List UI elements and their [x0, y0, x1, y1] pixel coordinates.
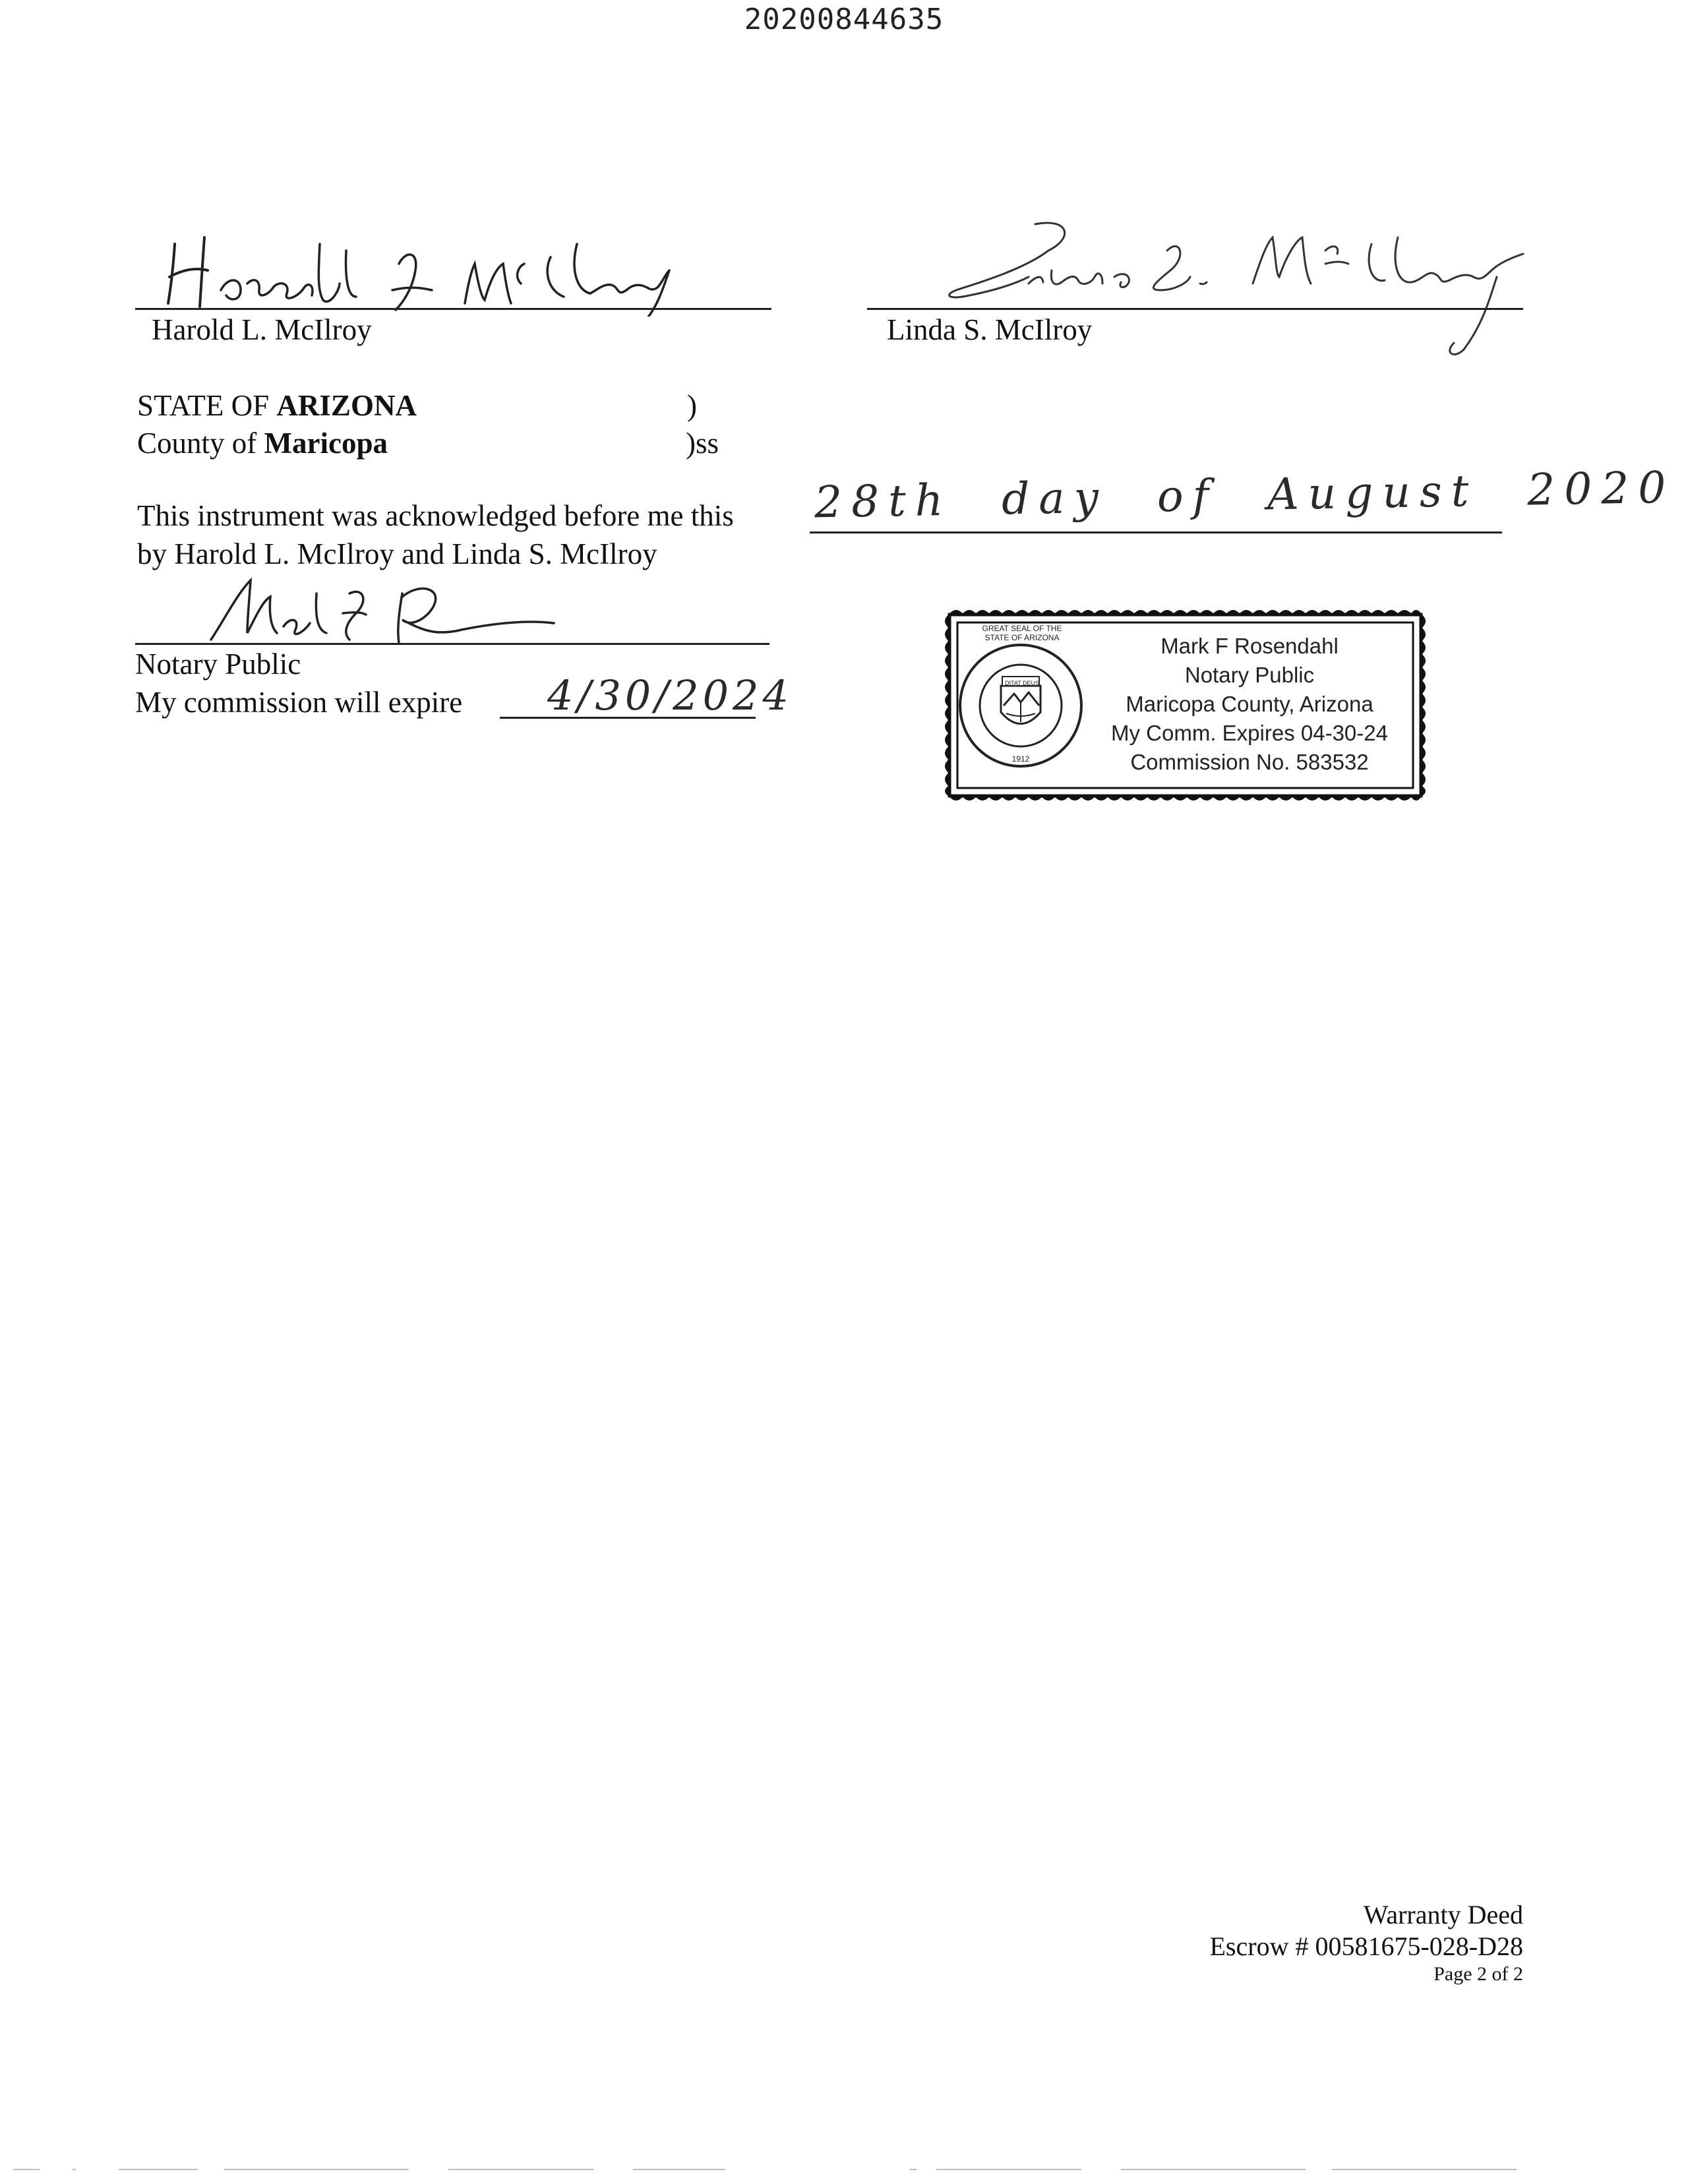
notary-signature	[185, 567, 580, 653]
venue-state-paren: )	[687, 389, 697, 422]
seal-year: 1912	[1011, 754, 1030, 764]
seal-motto: DITAT DEUS	[1004, 680, 1039, 686]
footer-page: Page 2 of 2	[1433, 1963, 1523, 1985]
acknowledgment-date-handwritten: 28th day of August 2020	[814, 462, 1675, 528]
notary-signature-graphic	[185, 567, 580, 653]
venue-county	[137, 429, 388, 458]
acknowledgment-line1: This instrument was acknowledged before me this	[137, 499, 734, 532]
venue-county-name: Maricopa	[264, 427, 388, 460]
scan-artifacts	[0, 2163, 1688, 2176]
venue-state-prefix: STATE OF	[137, 389, 277, 422]
signature-harold	[142, 224, 775, 317]
acknowledgment-line2: by Harold L. McIlroy and Linda S. McIlroy	[137, 537, 657, 570]
footer-escrow: Escrow # 00581675-028-D28	[1209, 1931, 1523, 1961]
notary-title: Notary Public	[135, 648, 301, 681]
signature-line-harold	[135, 308, 771, 310]
notary-commission-label: My commission will expire	[135, 686, 463, 719]
notary-signature-line	[135, 643, 769, 645]
arizona-seal-icon	[955, 640, 1087, 772]
seal-text: GREAT SEAL OF THE STATE OF ARIZONA	[982, 624, 1062, 642]
notary-stamp	[943, 608, 1428, 803]
stamp-text-block	[1081, 632, 1418, 777]
venue-state	[137, 391, 417, 421]
stamp-county: Maricopa County, Arizona	[1126, 692, 1373, 716]
recording-number: 20200844635	[744, 3, 944, 36]
stamp-notary-name: Mark F Rosendahl	[1160, 634, 1339, 658]
venue-county-ss: )ss	[686, 427, 719, 460]
signer-name-harold: Harold L. McIlroy	[152, 313, 372, 346]
signer-name-linda: Linda S. McIlroy	[887, 313, 1093, 346]
notary-commission-expiry: 4/30/2024	[547, 671, 793, 719]
venue-county-prefix: County of	[137, 427, 264, 460]
venue-state-name: ARIZONA	[276, 389, 417, 422]
scan-artifacts-graphic	[0, 2163, 1688, 2176]
signature-line-linda	[867, 308, 1523, 310]
stamp-expiry: My Comm. Expires 04-30-24	[1111, 721, 1388, 745]
signature-harold-graphic	[142, 224, 775, 317]
stamp-commission-number: Commission No. 583532	[1130, 750, 1369, 774]
footer-doc-type: Warranty Deed	[1363, 1900, 1523, 1929]
stamp-notary-title: Notary Public	[1184, 663, 1315, 687]
acknowledgment-date-line	[810, 531, 1502, 533]
footer-block	[1210, 1899, 1524, 1986]
